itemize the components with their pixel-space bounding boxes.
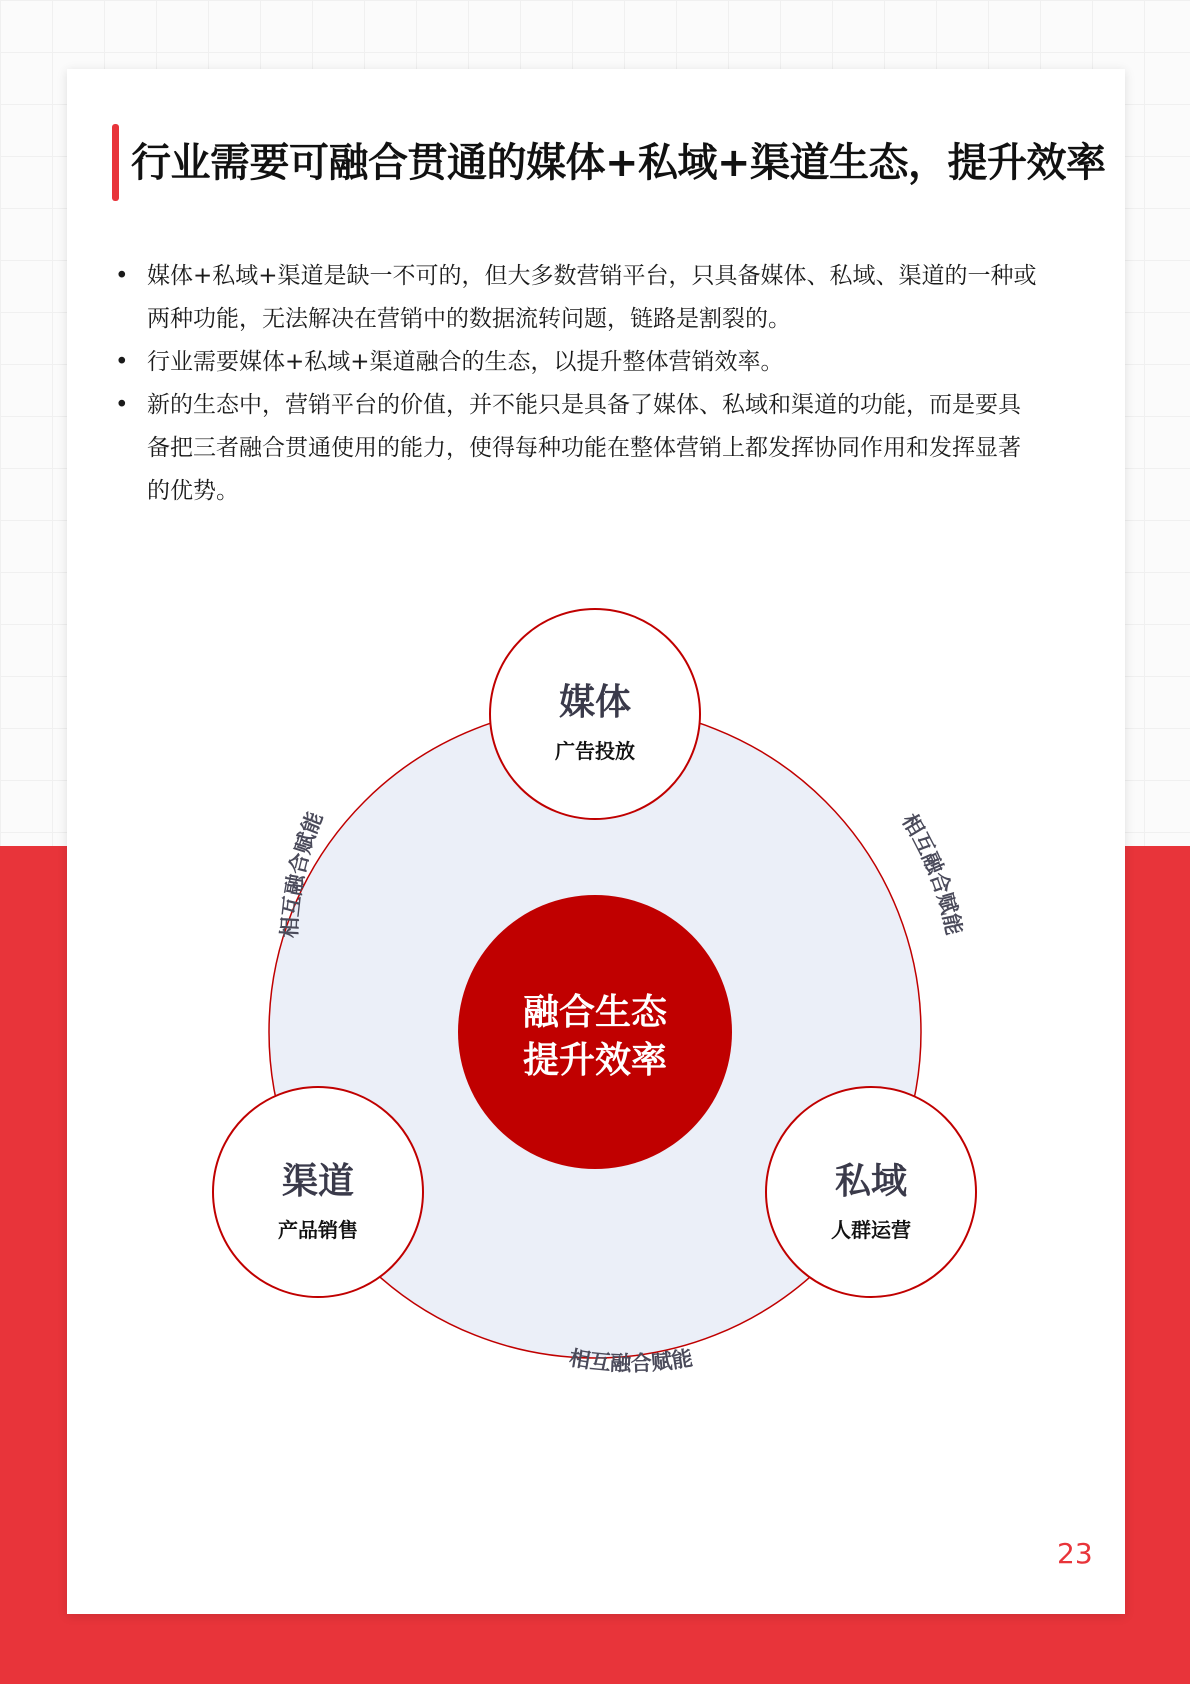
page-title: 行业需要可融合贯通的媒体+私域+渠道生态，提升效率 [131,140,1106,186]
ecosystem-diagram [67,69,1125,1614]
page-number: 23 [1057,1537,1093,1570]
center-label-line2: 提升效率 [522,1040,668,1081]
link-label-right [897,810,966,937]
bullet-dot: • [115,349,129,375]
bullet-line: 两种功能，无法解决在营销中的数据流转问题，链路是割裂的。 [147,306,791,332]
node-media [490,609,700,819]
link-label-bottom-text: 相互融合赋能 [567,1345,695,1376]
link-label-right-text: 相互融合赋能 [897,809,967,938]
node-media-title: 媒体 [558,682,632,723]
node-channel-subtitle: 产品销售 [278,1218,358,1242]
bullet-line: 的优势。 [147,478,239,504]
node-private-domain-subtitle: 人群运营 [831,1218,911,1242]
node-private-domain-title: 私域 [834,1161,908,1202]
bullet-line: 新的生态中，营销平台的价值，并不能只是具备了媒体、私域和渠道的功能，而是要具 [147,392,1021,418]
bullet-line: 备把三者融合贯通使用的能力，使得每种功能在整体营销上都发挥协同作用和发挥显著 [147,435,1021,461]
bullet-dot: • [115,263,129,289]
node-channel [213,1087,423,1297]
node-media-subtitle: 广告投放 [555,739,635,763]
bullet-dot: • [115,392,129,418]
center-label-line1: 融合生态 [522,992,668,1033]
link-label-left-text: 相互融合赋能 [277,808,328,939]
document-page [67,69,1125,1614]
node-channel-title: 渠道 [281,1161,355,1202]
bullet-line: 行业需要媒体+私域+渠道融合的生态，以提升整体营销效率。 [147,349,784,375]
bullet-line: 媒体+私域+渠道是缺一不可的，但大多数营销平台，只具备媒体、私域、渠道的一种或 [147,263,1037,289]
node-private-domain [766,1087,976,1297]
